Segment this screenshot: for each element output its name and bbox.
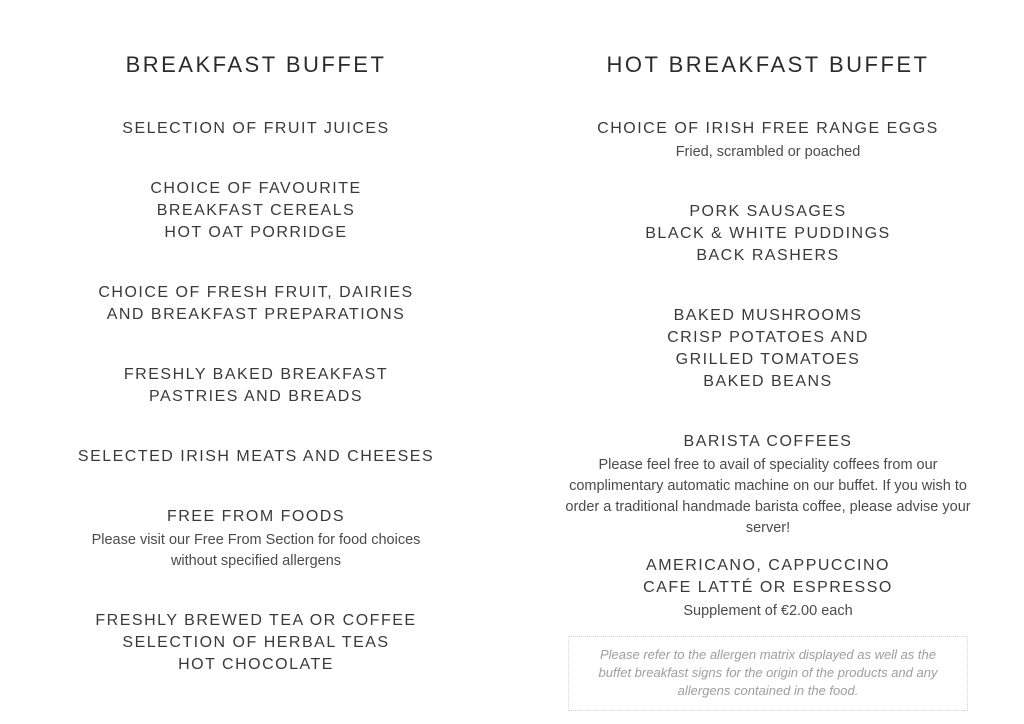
menu-item-line: AMERICANO, CAPPUCCINO [646, 557, 890, 574]
menu-item-line: PORK SAUSAGES [689, 203, 847, 220]
menu-item-line: BAKED BEANS [703, 373, 833, 390]
menu-item-line: BREAKFAST CEREALS [156, 202, 356, 219]
menu-item-line: PASTRIES AND BREADS [148, 388, 364, 405]
allergen-notice: Please refer to the allergen matrix displayed as well as the buffet breakfast signs for the origin of the products and any allergens contained in the food. [568, 636, 968, 711]
menu-item-note: Please visit our Free From Section for food choices without specified allergens [91, 532, 421, 569]
menu-item-hot-drinks [0, 610, 512, 676]
menu-item-pastries [0, 364, 512, 408]
menu-item-line: AND BREAKFAST PREPARATIONS [106, 306, 406, 323]
hot-breakfast-buffet-column [512, 0, 1024, 724]
menu-item-speciality-coffees [512, 555, 1024, 622]
menu-item-meats-cheeses [0, 446, 512, 468]
menu-item-sides [512, 305, 1024, 393]
menu-item-note: Please feel free to avail of speciality coffees from our complimentary automatic machine on our buffet. If you wish to order a traditional handmade barista coffee, please advise your server! [565, 457, 971, 536]
menu-item-line: BAKED MUSHROOMS [673, 307, 863, 324]
menu-item-line: CHOICE OF IRISH FREE RANGE EGGS [597, 120, 939, 137]
menu-item-line: BACK RASHERS [696, 247, 840, 264]
menu-item-fresh-fruit [0, 282, 512, 326]
menu-item-note: Supplement of €2.00 each [683, 603, 853, 619]
menu-item-line: BARISTA COFFEES [683, 433, 853, 450]
breakfast-buffet-title: BREAKFAST BUFFET [125, 52, 387, 77]
menu-item-line: CHOICE OF FAVOURITE [150, 180, 362, 197]
menu-item-barista-coffees [512, 431, 1024, 539]
menu-item-line: GRILLED TOMATOES [675, 351, 861, 368]
menu-item-line: FREE FROM FOODS [166, 508, 346, 525]
menu-item-line: HOT OAT PORRIDGE [164, 224, 348, 241]
menu-item-line: CAFE LATTÉ OR ESPRESSO [643, 579, 893, 596]
menu-item-sausages-puddings [512, 201, 1024, 267]
menu-item-line: CHOICE OF FRESH FRUIT, DAIRIES [98, 284, 414, 301]
menu-item-line: FRESHLY BREWED TEA OR COFFEE [95, 612, 417, 629]
menu-item-line: BLACK & WHITE PUDDINGS [645, 225, 891, 242]
menu-item-cereals [0, 178, 512, 244]
menu-item-line: SELECTION OF HERBAL TEAS [122, 634, 390, 651]
menu-item-eggs [512, 118, 1024, 163]
menu-item-line: SELECTED IRISH MEATS AND CHEESES [77, 448, 435, 465]
menu-item-note: Fried, scrambled or poached [675, 144, 861, 160]
menu-item-line: FRESHLY BAKED BREAKFAST [123, 366, 389, 383]
menu-item-line: HOT CHOCOLATE [178, 656, 334, 673]
menu-item-free-from-foods [0, 506, 512, 572]
menu-item-fruit-juices [0, 118, 512, 140]
menu-item-line: CRISP POTATOES AND [667, 329, 869, 346]
menu-item-line: SELECTION OF FRUIT JUICES [122, 120, 390, 137]
hot-breakfast-buffet-title: HOT BREAKFAST BUFFET [606, 52, 930, 77]
